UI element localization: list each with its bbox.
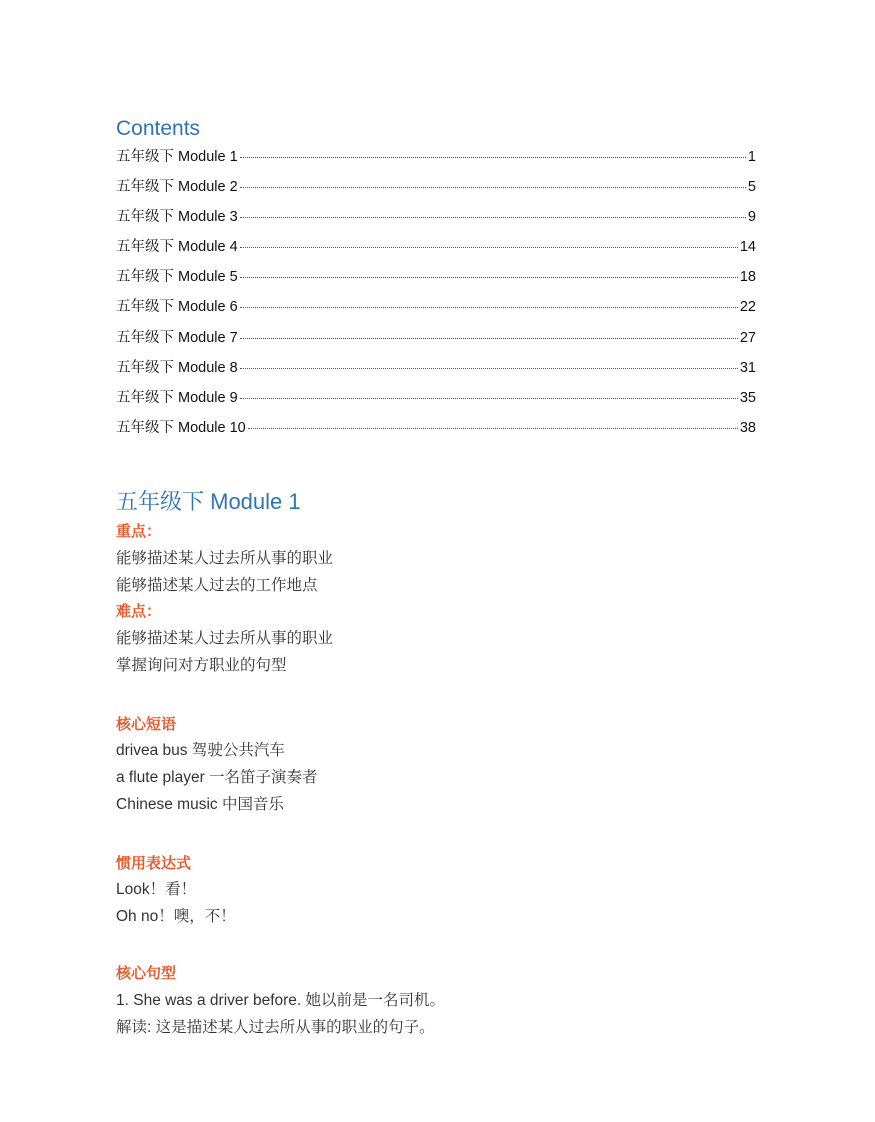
sentences-label: 核心句型 [116,965,177,982]
toc-entry-module-4[interactable] [116,235,756,265]
sentence-explanation: 解读: 这是描述某人过去所从事的职业的句子。 [116,1019,435,1036]
phrase-item: a flute player 一名笛子演奏者 [116,769,318,786]
toc-entry-module-3[interactable] [116,205,756,235]
toc-entry-page: 14 [739,239,756,256]
toc-leader-dots [240,397,738,399]
toc-entry-module-7[interactable] [116,326,756,356]
toc-entry-label: 五年级下 Module 8 [116,359,238,376]
table-of-contents [116,145,756,446]
toc-entry-module-10[interactable] [116,416,756,446]
toc-leader-dots [248,427,738,429]
key-point-item: 能够描述某人过去所从事的职业 [116,550,334,567]
phrases-label: 核心短语 [116,716,177,733]
toc-leader-dots [240,337,738,339]
toc-entry-module-5[interactable] [116,265,756,295]
toc-leader-dots [240,306,738,308]
expression-item: Look！看！ [116,881,197,898]
toc-entry-label: 五年级下 Module 1 [116,149,238,165]
toc-entry-module-9[interactable] [116,386,756,416]
module-heading: 五年级下 Module 1 [116,489,301,514]
toc-entry-page: 22 [739,299,756,316]
toc-leader-dots [240,216,746,218]
toc-leader-dots [240,156,746,158]
difficult-points-label: 难点： [116,603,162,620]
toc-title: Contents [116,117,201,140]
toc-entry-page: 5 [747,179,756,196]
toc-entry-page: 18 [739,269,756,286]
toc-entry-module-8[interactable] [116,356,756,386]
toc-entry-page: 27 [739,329,756,346]
expressions-label: 惯用表达式 [116,855,192,872]
toc-entry-label: 五年级下 Module 7 [116,329,238,346]
toc-entry-label: 五年级下 Module 10 [116,419,246,436]
toc-leader-dots [240,367,738,369]
toc-leader-dots [240,276,738,278]
key-point-item: 能够描述某人过去的工作地点 [116,577,318,594]
toc-entry-page: 38 [739,419,756,436]
key-points-label: 重点： [116,523,162,540]
expression-item: Oh no！噢，不！ [116,908,236,925]
toc-entry-label: 五年级下 Module 2 [116,179,238,196]
phrase-item: drivea bus 驾驶公共汽车 [116,742,285,759]
toc-entry-page: 9 [747,209,756,226]
phrase-item: Chinese music 中国音乐 [116,796,284,813]
toc-entry-module-2[interactable] [116,175,756,205]
toc-entry-page: 35 [739,389,756,406]
sentence-item: 1. She was a driver before. 她以前是一名司机。 [116,992,446,1009]
toc-leader-dots [240,186,746,188]
toc-entry-label: 五年级下 Module 9 [116,389,238,406]
toc-entry-page: 1 [747,149,756,165]
toc-entry-label: 五年级下 Module 3 [116,209,238,226]
toc-entry-module-6[interactable] [116,295,756,325]
toc-entry-label: 五年级下 Module 5 [116,269,238,286]
difficult-point-item: 掌握询问对方职业的句型 [116,657,287,674]
toc-entry-page: 31 [739,359,756,376]
difficult-point-item: 能够描述某人过去所从事的职业 [116,630,334,647]
toc-leader-dots [240,246,738,248]
toc-entry-label: 五年级下 Module 6 [116,299,238,316]
toc-entry-label: 五年级下 Module 4 [116,239,238,256]
toc-entry-module-1[interactable] [116,145,756,175]
